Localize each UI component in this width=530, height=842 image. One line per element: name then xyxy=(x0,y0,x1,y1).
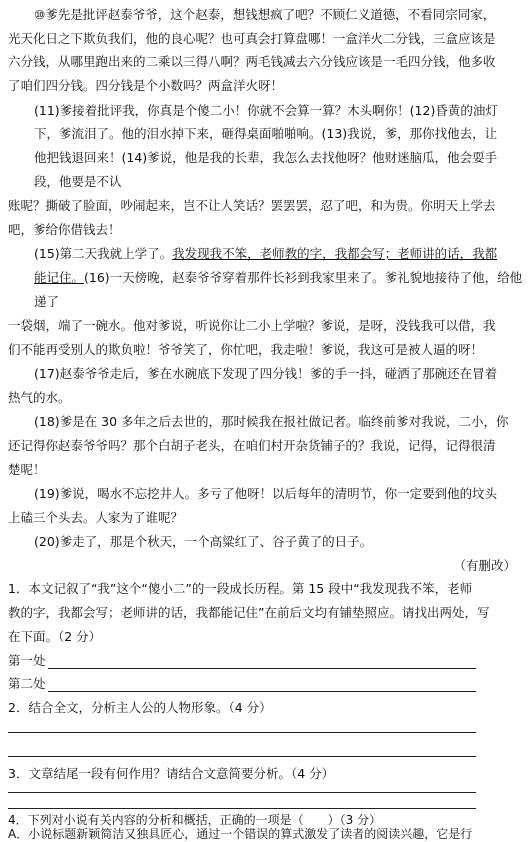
paragraph-17-line-1: (17)赵泰爷爷走后，爹在水碗底下发现了四分钱！爹的手一抖，碰洒了那碗还在冒着 xyxy=(34,366,498,381)
paragraph-16-indent: 递了 xyxy=(34,294,60,309)
paragraph-15-line-2 xyxy=(34,270,522,286)
paragraph-16-first: (16)一天傍晚，赵泰爷爷穿着那件长衫到我家里来了。爹礼貌地接待了他，给他 xyxy=(84,270,523,285)
paragraph-10-line-1: ⑩爹先是批评赵泰爷爷，这个赵泰，想钱想疯了吧？不顾仁义道德，不看同宗同家， xyxy=(34,7,496,22)
paragraph-11-line-1: (11)爹接着批评我，你真是个傻二小！你就不会算一算？木头啊你！(12)昏黄的油灯 xyxy=(34,103,498,118)
paragraph-20: (20)爹走了，那是个秋天，一个高粱红了、谷子黄了的日子。 xyxy=(34,534,373,549)
paragraph-14-line-1: 账呢？撕破了脸面，吵闹起来，岂不让人笑话？罢罢罢，忍了吧，和为贵。你明天上学去 xyxy=(8,198,496,213)
paragraph-19-line-2: 上磕三个头去。人家为了谁呢？ xyxy=(8,510,184,525)
paragraph-17-line-2: 热气的水。 xyxy=(8,390,71,405)
answer-first-line[interactable] xyxy=(48,668,476,669)
paragraph-15-prefix: (15)第二天我就上学了。 xyxy=(34,246,173,261)
answer-first-label: 第一处 xyxy=(8,653,46,668)
question-4: 4．下列对小说有关内容的分析和概括，正确的一项是（ ）（3 分） xyxy=(8,813,382,827)
answer-second-label: 第二处 xyxy=(8,676,46,691)
paragraph-18-line-1: (18)爹是在 30 多年之后去世的，那时候我在报社做记者。临终前爹对我说，二小，你 xyxy=(34,414,509,429)
paragraph-10-line-4: 了咱们四分钱。四分钱是个小数吗？两盒洋火呀！ xyxy=(8,78,284,93)
paragraph-15-underlined: 我发现我不笨，老师教的字，我都会写；老师讲的话，我都 xyxy=(172,246,498,261)
paragraph-16-line-3: 们不能再受别人的欺负啦！爷爷笑了，你忙吧，我走啦！爹说，我这可是被人逼的呀！ xyxy=(8,342,484,357)
paragraph-11-line-3: 他把钱退回来！(14)爹说，他是我的长辈，我怎么去找他呀？他财迷脑瓜，他会耍手 xyxy=(34,150,498,165)
question-4-option-a-line-1: A．小说标题新颖简洁又独具匠心，通过一个错误的算式激发了读者的阅读兴趣，它是行 xyxy=(8,827,473,841)
paragraph-10-line-2: 光天化日之下欺负我们，他的良心呢？也可真会打算盘哪！一盒洋火二分钱，三盒应该是 xyxy=(8,31,496,46)
answer-2-line-2[interactable] xyxy=(8,756,476,757)
paragraph-18-line-3: 楚呢！ xyxy=(8,462,46,477)
paragraph-18-line-2: 还记得你赵泰爷爷吗？那个白胡子老头，在咱们村开杂货铺子的？我说，记得，记得很清 xyxy=(8,438,496,453)
question-1-line-1: 1．本文记叙了“我”这个“傻小二”的一段成长历程。第 15 段中“我发现我不笨，老师 xyxy=(8,581,473,596)
question-3: 3．文章结尾一段有何作用？请结合文意简要分析。（4 分） xyxy=(8,766,335,781)
paragraph-11-line-2: 下，爹流泪了。他的泪水掉下来，砸得桌面啪啪响。(13)我说，爹，那你找他去，让 xyxy=(34,126,498,141)
answer-second-line[interactable] xyxy=(48,691,476,692)
answer-3-line-2[interactable] xyxy=(8,808,476,809)
question-1-line-3: 在下面。（2 分） xyxy=(8,629,102,644)
paragraph-19-line-1: (19)爹说，喝水不忘挖井人。多亏了他呀！以后每年的清明节，你一定要到他的坟头 xyxy=(34,486,498,501)
abridged-note: （有删改） xyxy=(453,558,516,573)
paragraph-15-underlined-end: 能记住。 xyxy=(34,270,85,285)
paragraph-16-line-2: 一袋烟，端了一碗水。他对爹说，听说你让二小上学啦？爹说，是呀，没钱我可以借，我 xyxy=(8,318,496,333)
paragraph-10-line-3: 六分钱，从哪里跑出来的二乘以三得八啊？两毛钱减去六分钱应该是一毛四分钱，他多收 xyxy=(8,54,496,69)
question-1-line-2: 教的字，我都会写；老师讲的话，我都能记住”在前后文均有铺垫照应。请找出两处，写 xyxy=(8,605,490,620)
paragraph-15-line-1 xyxy=(34,246,497,262)
answer-2-line-1[interactable] xyxy=(8,732,476,733)
paragraph-14-line-2: 吧，爹给你借钱去！ xyxy=(8,222,121,237)
answer-3-line-1[interactable] xyxy=(8,792,476,793)
paragraph-11-line-4: 段，他要是不认 xyxy=(34,174,122,189)
question-2: 2．结合全文，分析主人公的人物形象。（4 分） xyxy=(8,700,272,715)
